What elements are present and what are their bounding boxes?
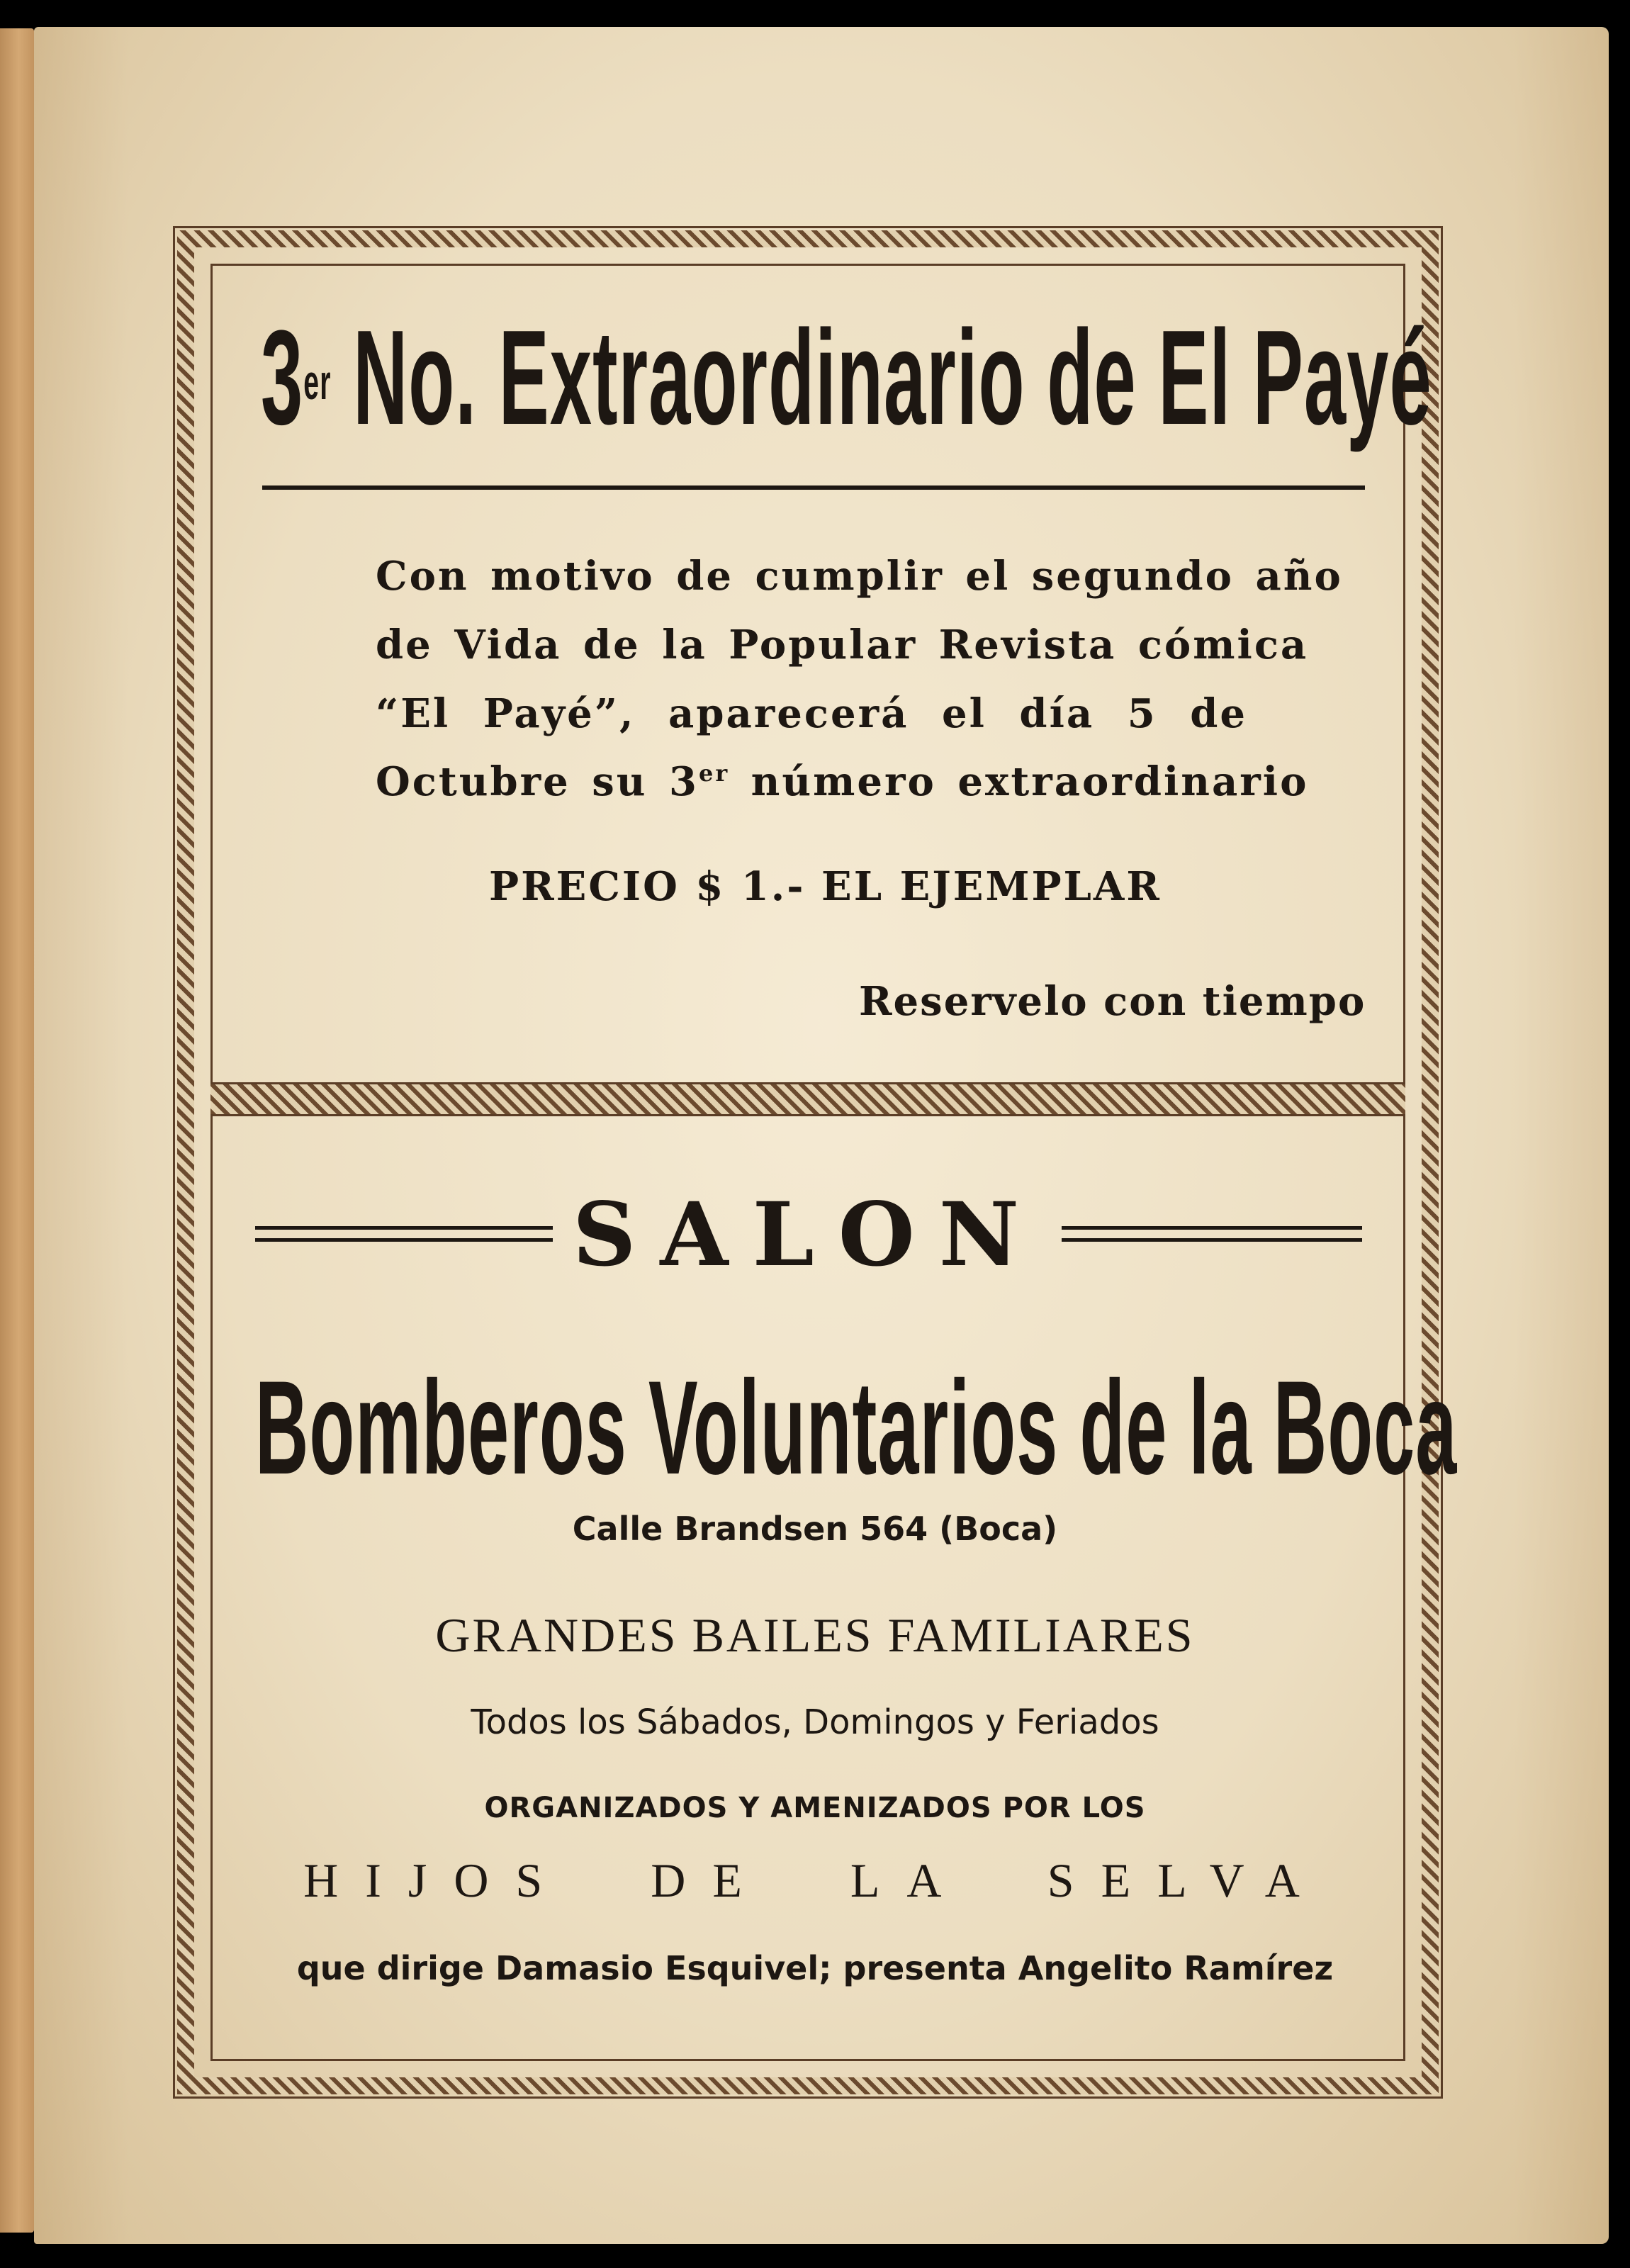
venue-label: SALON xyxy=(572,1184,1044,1286)
event-title: GRANDES BAILES FAMILIARES xyxy=(435,1608,1195,1662)
venue-name: Bomberos Voluntarios de la Boca xyxy=(255,1353,1458,1502)
organized-by: ORGANIZADOS Y AMENIZADOS POR LOS xyxy=(484,1792,1146,1824)
event-schedule: Todos los Sábados, Domingos y Feriados xyxy=(471,1702,1159,1742)
venue-address: Calle Brandsen 564 (Boca) xyxy=(572,1510,1058,1548)
band-credits: que dirige Damasio Esquivel; presenta Angelito Ramírez xyxy=(296,1949,1334,1987)
announcement-line-3: “El Payé”, aparecerá el día 5 de xyxy=(376,690,1247,737)
price-line: PRECIO $ 1.- EL EJEMPLAR xyxy=(489,863,1162,910)
title-underline xyxy=(262,485,1365,490)
band-name: HIJOS DE LA SELVA xyxy=(303,1853,1327,1907)
extraordinary-issue-title: 3er No. Extraordinario de El Payé xyxy=(261,303,1432,453)
announcement-line-4: Octubre su 3er número extraordinario xyxy=(376,758,1309,805)
reserve-note: Reservelo con tiempo xyxy=(859,978,1366,1025)
announcement-line-2: de Vida de la Popular Revista cómica xyxy=(376,622,1309,668)
ornamental-divider xyxy=(210,1082,1405,1116)
announcement-line-1: Con motivo de cumplir el segundo año xyxy=(376,553,1343,600)
double-rule-right xyxy=(1062,1226,1362,1242)
